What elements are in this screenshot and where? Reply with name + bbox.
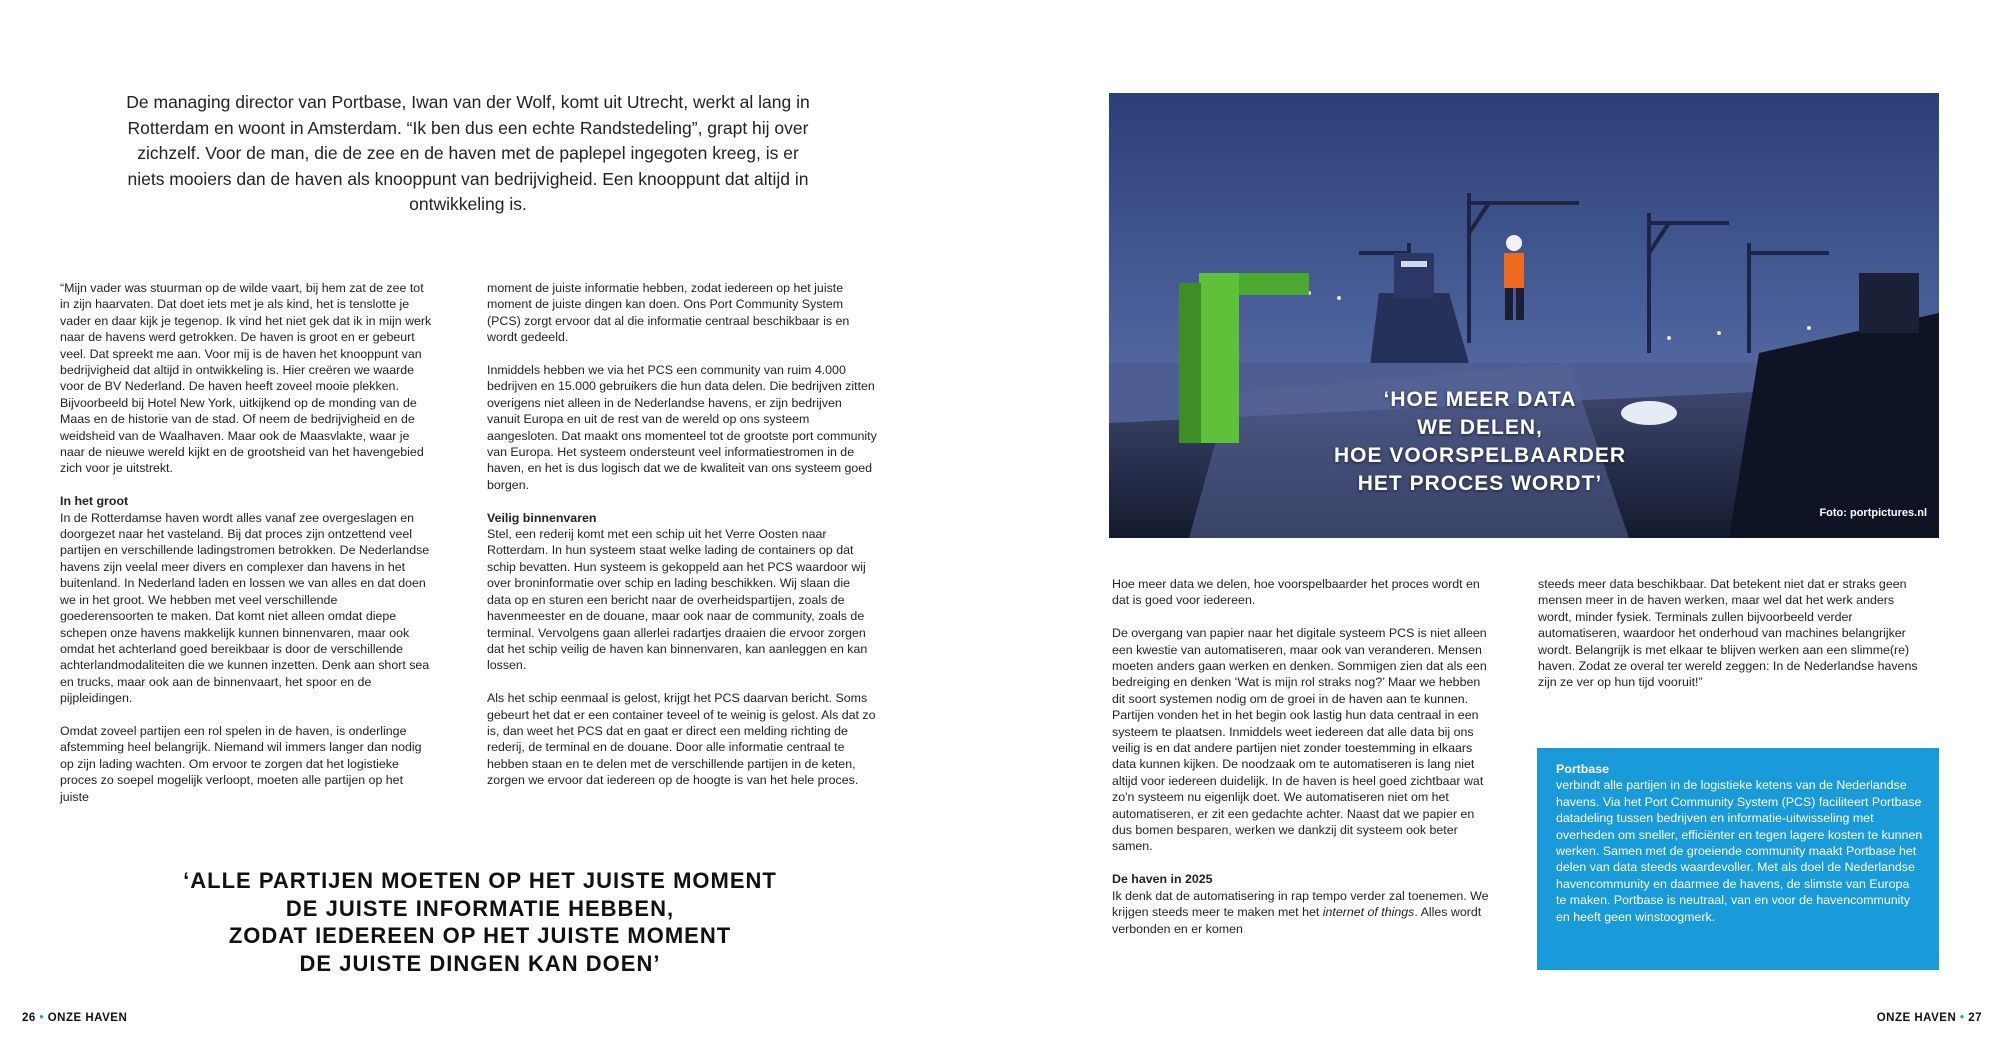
footer-right — [1877, 1012, 1982, 1024]
subheading: In het groot — [60, 494, 129, 509]
photo-credit: Foto: portpictures.nl — [1819, 507, 1927, 519]
paragraph: In de Rotterdamse haven wordt alles vanaf zee overgeslagen en doorgezet naar het vasteland. Bij dat proces zijn ontzettend veel partijen en verschillende ladingstromen betrokken. De Nederlandse havens zijn veelal meer divers en complexer dan havens in het buitenland. In Nederland laden en lossen we van alles en dat doen we in het groot. We hebben met veel verschillende goederensoorten te maken. Dat komt niet alleen omdat diepe schepen onze havens makkelijk kunnen binnenvaren, maar ook omdat het achterland goed bereikbaar is door de verschillende achterlandmodaliteiten die we kunnen inzetten. Denk aan short sea en trucks, maar ook aan de binnenvaart, het spoor en de pijpleidingen. — [60, 510, 430, 706]
article-column-3 — [1112, 576, 1494, 937]
photo-quote-line: ‘HOE MEER DATA — [1383, 388, 1577, 411]
pull-quote-line: ZODAT IEDEREEN OP HET JUISTE MOMENT — [228, 923, 732, 948]
magazine-title: ONZE HAVEN — [47, 1012, 128, 1024]
pull-quote-line: DE JUISTE DINGEN KAN DOEN’ — [299, 950, 661, 976]
paragraph: Hoe meer data we delen, hoe voorspelbaarder het proces wordt en dat is goed voor iedereen. — [1112, 577, 1480, 608]
paragraph-text: . Alles wordt verbonden en er komen — [1112, 905, 1482, 936]
paragraph: De overgang van papier naar het digitale systeem PCS is niet alleen een kwestie van automatiseren, maar ook van veranderen. Mensen moeten anders gaan werken en denken. Sommigen zien dat als een bedreiging en denken ‘Wat is mijn rol straks nog?’ Maar we hebben dit soort systemen nodig om de groei in de haven aan te kunnen. Partijen vonden het in het begin ook lastig hun data centraal in een systeem te plaatsen. Inmiddels weet iedereen dat alle data bij ons veilig is en dat andere partijen niet zonder toestemming in elkaars data kunnen kijken. De noodzaak om te automatiseren is lang niet altijd voor iedereen duidelijk. In de haven is heel goed zichtbaar wat zo'n systeem nu eigenlijk doet. We automatiseren niet om het automatiseren, er zit een gedachte achter. Naast dat we papier en dus bomen besparen, werken we dankzij dit systeem ook beter samen. — [1112, 626, 1487, 854]
paragraph: “Mijn vader was stuurman op de wilde vaart, bij hem zat de zee tot in zijn haarvaten. Dat doet iets met je als kind, het is tenslotte je vader en daar kijk je tegenop. Ik vind het niet gek dat ik in mijn werk naar de havens werd getrokken. De haven is groot en er gebeurt veel. Dat spreekt me aan. Voor mij is de haven het knooppunt van bedrijvigheid dat altijd in ontwikkeling is. Hier creëren we waarde voor de BV Nederland. De haven heeft zoveel mooie plekken. Bijvoorbeeld bij Hotel New York, uitkijkend op de monding van de Maas en de historie van de stad. Of neem de bedrijvigheid en de weidsheid van de Waalhaven. Maar ook de Maasvlakte, waar je naar de nieuwe wereld kijkt en de grootsheid van het havengebied zich voor je uitstrekt. — [60, 281, 432, 476]
paragraph: Stel, een rederij komt met een schip uit het Verre Oosten naar Rotterdam. In hun systeem staat welke lading de containers op dat schip bevatten. Hun systeem is gekoppeld aan het PCS waardoor wij over broninformatie over schip en lading beschikken. Wij slaan die data op en sturen een bericht naar de overheidspartijen, zoals de havenmeester en de douane, maar ook naar de community, zoals de terminal. Vervolgens gaan allerlei radartjes draaien die ervoor zorgen dat het schip veilig de haven kan binnenvaren, kan aanleggen en kan lossen. — [487, 527, 868, 673]
subheading: De haven in 2025 — [1112, 872, 1213, 887]
subheading: Veilig binnenvaren — [487, 510, 597, 525]
paragraph — [1112, 888, 1494, 937]
photo-quote-line: HOE VOORSPELBAARDER — [1333, 444, 1627, 467]
paragraph-text: Ik denk dat de automatisering in rap tempo verder zal toenemen. We krijgen steeds meer te maken met het — [1112, 888, 1489, 920]
emphasis-text: internet of things — [1322, 905, 1415, 920]
photo-quote-line: HET PROCES WORDT’ — [1357, 472, 1603, 495]
info-box-text: verbindt alle partijen in de logistieke ketens van de Nederlandse havens. Via het Port Community System (PCS) faciliteert Portbase datadeling tussen bedrijven en informatie-uitwisseling met overheden om sneller, efficiënter en tegen lagere kosten te kunnen werken. Samen met de groeiende community maakt Portbase het delen van data steeds waardevoller. Met als doel de Nederlandse havencommunity en daarmee de havens, de slimste van Europa te maken. Portbase is neutraal, van en voor de havencommunity en heeft geen winstoogmerk. — [1556, 778, 1923, 924]
info-box-title: Portbase — [1556, 762, 1610, 776]
separator-dot-icon: • — [39, 1012, 45, 1024]
paragraph: Omdat zoveel partijen een rol spelen in de haven, is onderlinge afstemming heel belangrijk. Niemand wil immers langer dan nodig op zijn lading wachten. Om ervoor te zorgen dat het logistieke proces zo soepel mogelijk verloopt, moeten alle partijen op het juiste — [60, 723, 422, 804]
paragraph: moment de juiste informatie hebben, zodat iedereen op het juiste moment de juiste dingen kan doen. Ons Port Community System (PCS) zorgt ervoor dat al die informatie centraal beschikbaar is en wordt gedeeld. — [487, 281, 850, 345]
paragraph: Inmiddels hebben we via het PCS een community van ruim 4.000 bedrijven en 15.000 gebruikers die hun data delen. Die bedrijven zitten overigens niet alleen in de Nederlandse havens, er zijn bedrijven vanuit Europa en uit de rest van de wereld op ons systeem aangesloten. Dat maakt ons momenteel tot de grootste port community van Europa. Het systeem ondersteunt veel informatiestromen in de haven, en het is dus logisch dat we de kwaliteit van ons systeem goed borgen. — [487, 363, 877, 492]
separator-dot-icon: • — [1959, 1012, 1965, 1024]
article-column-1 — [60, 280, 432, 805]
pull-quote — [120, 867, 840, 977]
magazine-title: ONZE HAVEN — [1876, 1012, 1957, 1024]
footer-left — [22, 1012, 127, 1024]
article-column-2 — [487, 280, 877, 789]
article-column-4 — [1538, 576, 1918, 691]
portbase-info-box — [1537, 748, 1939, 970]
photo-quote-line: WE DELEN, — [1417, 416, 1543, 439]
intro-lead: De managing director van Portbase, Iwan van der Wolf, komt uit Utrecht, werkt al lang in Rotterdam en woont in Amsterdam. “Ik ben dus een echte Randstedeling”, grapt hij over zichzelf. Voor de man, die de zee en de haven met de paplepel ingegoten kreeg, is er niets mooiers dan de haven als knooppunt van bedrijvigheid. Een knooppunt dat altijd in ontwikkeling is. — [126, 92, 810, 214]
page-number: 27 — [1968, 1012, 1982, 1024]
paragraph: steeds meer data beschikbaar. Dat betekent niet dat er straks geen mensen meer in de haven werken, maar wel dat het werk anders wordt, minder fysiek. Terminals zullen bijvoorbeeld verder automatiseren, waardoor het onderhoud van machines belangrijker wordt. Belangrijk is met elkaar te blijven werken aan een slimme(re) haven. Zodat ze overal ter wereld zeggen: In de Nederlandse havens zijn ze ver op hun tijd vooruit!” — [1538, 577, 1918, 690]
pull-quote-line: ‘ALLE PARTIJEN MOETEN OP HET JUISTE MOMENT — [183, 868, 777, 893]
photo-quote — [1230, 386, 1730, 498]
page-number: 26 — [22, 1012, 36, 1024]
paragraph: Als het schip eenmaal is gelost, krijgt het PCS daarvan bericht. Soms gebeurt het dat er een container teveel of te weinig is gelost. Als dat zo is, dan weet het PCS dat en gaat er direct een melding richting de rederij, de terminal en de douane. Door alle informatie centraal te hebben staan en te delen met de verschillende partijen in de keten, zorgen we ervoor dat iedereen op de hoogte is van het hele proces. — [487, 691, 876, 788]
pull-quote-line: DE JUISTE INFORMATIE HEBBEN, — [285, 895, 675, 921]
